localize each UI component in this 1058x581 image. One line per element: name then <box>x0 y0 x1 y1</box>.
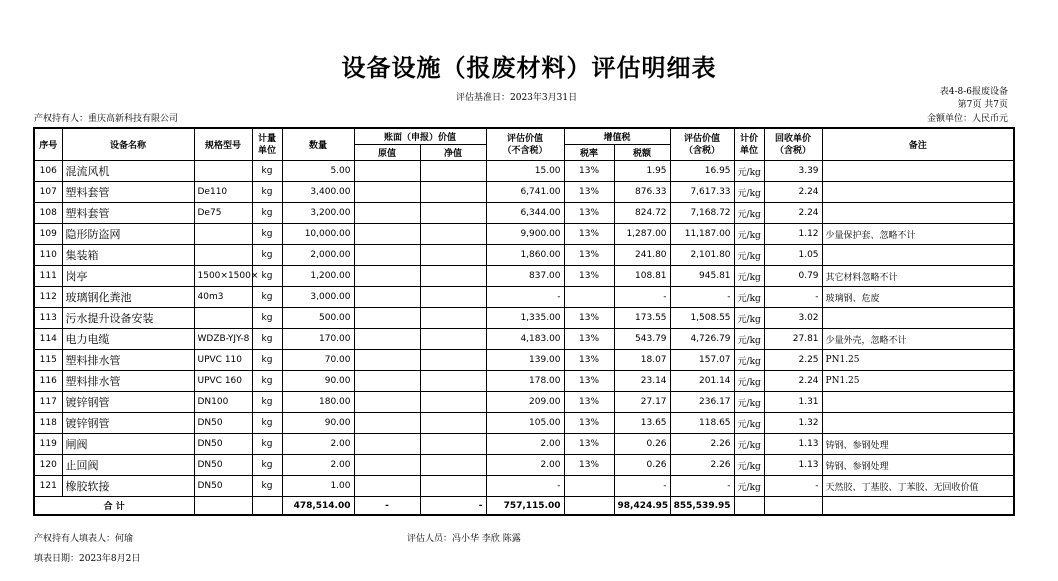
cell-unit: kg <box>252 224 282 245</box>
cell-eval-ex-tax: 15.00 <box>486 161 564 182</box>
cell-recycle-price: - <box>764 287 822 308</box>
cell-spec: DN50 <box>194 455 252 476</box>
cell-eval-inc-tax: 16.95 <box>670 161 734 182</box>
basis-date: 评估基准日：2023年3月31日 <box>456 93 578 103</box>
cell-net-value <box>420 455 486 476</box>
cell-qty: 10,000.00 <box>282 224 354 245</box>
cell-seq: 112 <box>34 287 62 308</box>
cell-unit: kg <box>252 476 282 497</box>
cell-price-unit: 元/kg <box>734 371 764 392</box>
cell-remark: 玻璃钢、危废 <box>822 287 1014 308</box>
cell-recycle-price: 3.02 <box>764 308 822 329</box>
cell-spec <box>194 245 252 266</box>
total-tax-rate <box>564 497 614 516</box>
cell-seq: 107 <box>34 182 62 203</box>
cell-remark: 铸钢、参钢处理 <box>822 434 1014 455</box>
cell-price-unit: 元/kg <box>734 329 764 350</box>
cell-seq: 114 <box>34 329 62 350</box>
cell-tax-amount: 13.65 <box>614 413 670 434</box>
cell-eval-ex-tax: 2.00 <box>486 455 564 476</box>
cell-eval-ex-tax: 209.00 <box>486 392 564 413</box>
cell-qty: 3,200.00 <box>282 203 354 224</box>
cell-qty: 2.00 <box>282 455 354 476</box>
cell-eval-ex-tax: 139.00 <box>486 350 564 371</box>
cell-tax-rate: 13% <box>564 245 614 266</box>
cell-spec: 1500×1500× <box>194 266 252 287</box>
header-name: 设备名称 <box>62 128 194 161</box>
header-price-unit: 计价 单位 <box>734 128 764 161</box>
cell-qty: 180.00 <box>282 392 354 413</box>
header-qty: 数量 <box>282 128 354 161</box>
cell-seq: 115 <box>34 350 62 371</box>
cell-spec: UPVC 110 <box>194 350 252 371</box>
cell-original-value <box>354 413 420 434</box>
cell-eval-inc-tax: 7,168.72 <box>670 203 734 224</box>
cell-original-value <box>354 203 420 224</box>
cell-tax-amount: 0.26 <box>614 434 670 455</box>
cell-recycle-price: 1.13 <box>764 455 822 476</box>
cell-seq: 113 <box>34 308 62 329</box>
table-row <box>34 371 1014 392</box>
table-row <box>34 455 1014 476</box>
cell-price-unit: 元/kg <box>734 161 764 182</box>
cell-price-unit: 元/kg <box>734 287 764 308</box>
cell-name: 隐形防盗网 <box>62 224 194 245</box>
cell-net-value <box>420 476 486 497</box>
cell-remark <box>822 182 1014 203</box>
cell-eval-ex-tax: 6,344.00 <box>486 203 564 224</box>
cell-qty: 2.00 <box>282 434 354 455</box>
cell-eval-inc-tax: 945.81 <box>670 266 734 287</box>
cell-name: 塑料排水管 <box>62 371 194 392</box>
total-label: 合 计 <box>34 497 194 516</box>
header-net-value: 净值 <box>420 145 486 161</box>
cell-qty: 90.00 <box>282 371 354 392</box>
table-row <box>34 329 1014 350</box>
cell-tax-amount: 543.79 <box>614 329 670 350</box>
header-spec: 规格型号 <box>194 128 252 161</box>
cell-spec <box>194 224 252 245</box>
cell-original-value <box>354 245 420 266</box>
cell-tax-amount: 27.17 <box>614 392 670 413</box>
total-recycle-price <box>764 497 822 516</box>
cell-tax-amount: 108.81 <box>614 266 670 287</box>
cell-unit: kg <box>252 182 282 203</box>
cell-eval-inc-tax: - <box>670 476 734 497</box>
total-net-value: - <box>420 497 486 516</box>
cell-seq: 118 <box>34 413 62 434</box>
cell-remark <box>822 203 1014 224</box>
table-row <box>34 266 1014 287</box>
total-tax-amount: 98,424.95 <box>614 497 670 516</box>
cell-unit: kg <box>252 203 282 224</box>
cell-eval-ex-tax: 1,335.00 <box>486 308 564 329</box>
header-seq: 序号 <box>34 128 62 161</box>
cell-net-value <box>420 308 486 329</box>
cell-net-value <box>420 371 486 392</box>
header-vat: 增值税 <box>564 128 670 145</box>
cell-eval-ex-tax: - <box>486 287 564 308</box>
cell-tax-amount: 0.26 <box>614 455 670 476</box>
cell-seq: 119 <box>34 434 62 455</box>
cell-eval-inc-tax: 4,726.79 <box>670 329 734 350</box>
cell-net-value <box>420 266 486 287</box>
cell-original-value <box>354 371 420 392</box>
cell-name: 混流风机 <box>62 161 194 182</box>
cell-net-value <box>420 392 486 413</box>
property-holder: 产权持有人：重庆高新科技有限公司 <box>34 114 179 124</box>
cell-spec: De110 <box>194 182 252 203</box>
cell-net-value <box>420 245 486 266</box>
cell-original-value <box>354 161 420 182</box>
total-unit <box>252 497 282 516</box>
cell-name: 塑料套管 <box>62 203 194 224</box>
cell-seq: 120 <box>34 455 62 476</box>
cell-net-value <box>420 224 486 245</box>
cell-price-unit: 元/kg <box>734 224 764 245</box>
cell-name: 闸阀 <box>62 434 194 455</box>
cell-tax-rate: 13% <box>564 266 614 287</box>
cell-eval-ex-tax: 6,741.00 <box>486 182 564 203</box>
cell-unit: kg <box>252 245 282 266</box>
cell-original-value <box>354 350 420 371</box>
cell-tax-rate: 13% <box>564 392 614 413</box>
header-tax-rate: 税率 <box>564 145 614 161</box>
cell-spec: UPVC 160 <box>194 371 252 392</box>
total-eval-ex-tax: 757,115.00 <box>486 497 564 516</box>
cell-remark: 铸钢、参钢处理 <box>822 455 1014 476</box>
cell-price-unit: 元/kg <box>734 434 764 455</box>
cell-name: 塑料套管 <box>62 182 194 203</box>
cell-tax-amount: 1.95 <box>614 161 670 182</box>
cell-eval-inc-tax: 2.26 <box>670 434 734 455</box>
header-original-value: 原值 <box>354 145 420 161</box>
cell-eval-ex-tax: 178.00 <box>486 371 564 392</box>
cell-unit: kg <box>252 308 282 329</box>
cell-original-value <box>354 476 420 497</box>
cell-tax-amount: 824.72 <box>614 203 670 224</box>
cell-spec: WDZB-YJY-8 <box>194 329 252 350</box>
cell-recycle-price: 0.79 <box>764 266 822 287</box>
cell-net-value <box>420 413 486 434</box>
cell-eval-inc-tax: 2.26 <box>670 455 734 476</box>
total-remark <box>822 497 1014 516</box>
cell-seq: 117 <box>34 392 62 413</box>
table-row <box>34 413 1014 434</box>
header-tax-amount: 税额 <box>614 145 670 161</box>
cell-price-unit: 元/kg <box>734 392 764 413</box>
cell-remark: 其它材料忽略不计 <box>822 266 1014 287</box>
cell-remark <box>822 245 1014 266</box>
table-row <box>34 476 1014 497</box>
cell-recycle-price: - <box>764 476 822 497</box>
cell-tax-rate: 13% <box>564 371 614 392</box>
cell-name: 塑料排水管 <box>62 350 194 371</box>
cell-eval-inc-tax: 201.14 <box>670 371 734 392</box>
cell-price-unit: 元/kg <box>734 245 764 266</box>
cell-tax-amount: 876.33 <box>614 182 670 203</box>
cell-spec <box>194 161 252 182</box>
cell-eval-ex-tax: 1,860.00 <box>486 245 564 266</box>
cell-original-value <box>354 224 420 245</box>
table-row <box>34 203 1014 224</box>
cell-price-unit: 元/kg <box>734 455 764 476</box>
cell-original-value <box>354 266 420 287</box>
cell-unit: kg <box>252 371 282 392</box>
cell-qty: 1,200.00 <box>282 266 354 287</box>
header-eval-ex-tax: 评估价值 （不含税） <box>486 128 564 161</box>
cell-name: 镀锌钢管 <box>62 413 194 434</box>
cell-spec: DN100 <box>194 392 252 413</box>
table-row <box>34 224 1014 245</box>
detail-table <box>33 127 1015 516</box>
cell-name: 岗亭 <box>62 266 194 287</box>
cell-remark <box>822 308 1014 329</box>
cell-original-value <box>354 308 420 329</box>
cell-recycle-price: 1.13 <box>764 434 822 455</box>
cell-remark: 少量保护套、忽略不计 <box>822 224 1014 245</box>
table-row <box>34 245 1014 266</box>
cell-qty: 5.00 <box>282 161 354 182</box>
header-recycle-price: 回收单价 （含税） <box>764 128 822 161</box>
table-code: 表4-8-6报废设备 <box>939 87 1008 97</box>
cell-net-value <box>420 329 486 350</box>
cell-unit: kg <box>252 266 282 287</box>
cell-recycle-price: 2.24 <box>764 371 822 392</box>
cell-eval-inc-tax: - <box>670 287 734 308</box>
cell-name: 电力电缆 <box>62 329 194 350</box>
cell-qty: 170.00 <box>282 329 354 350</box>
cell-eval-inc-tax: 11,187.00 <box>670 224 734 245</box>
cell-price-unit: 元/kg <box>734 266 764 287</box>
cell-remark <box>822 161 1014 182</box>
cell-tax-amount: 1,287.00 <box>614 224 670 245</box>
cell-eval-inc-tax: 1,508.55 <box>670 308 734 329</box>
cell-name: 止回阀 <box>62 455 194 476</box>
cell-seq: 116 <box>34 371 62 392</box>
cell-recycle-price: 2.25 <box>764 350 822 371</box>
cell-eval-ex-tax: 837.00 <box>486 266 564 287</box>
cell-remark <box>822 413 1014 434</box>
cell-tax-rate: 13% <box>564 455 614 476</box>
total-row <box>34 497 1014 516</box>
cell-net-value <box>420 161 486 182</box>
evaluators: 评估人员：冯小华 李欣 陈露 <box>407 534 521 544</box>
cell-remark: 天然胶、丁基胶、丁苯胶、无回收价值 <box>822 476 1014 497</box>
cell-recycle-price: 1.31 <box>764 392 822 413</box>
cell-tax-amount: 18.07 <box>614 350 670 371</box>
cell-tax-amount: - <box>614 287 670 308</box>
cell-eval-ex-tax: - <box>486 476 564 497</box>
header-unit: 计量 单位 <box>252 128 282 161</box>
cell-name: 橡胶软接 <box>62 476 194 497</box>
cell-price-unit: 元/kg <box>734 350 764 371</box>
cell-spec: DN50 <box>194 476 252 497</box>
fill-date: 填表日期：2023年8月2日 <box>34 554 141 564</box>
cell-seq: 121 <box>34 476 62 497</box>
cell-seq: 108 <box>34 203 62 224</box>
cell-qty: 1.00 <box>282 476 354 497</box>
cell-eval-ex-tax: 9,900.00 <box>486 224 564 245</box>
cell-eval-inc-tax: 2,101.80 <box>670 245 734 266</box>
cell-net-value <box>420 182 486 203</box>
cell-spec: DN50 <box>194 434 252 455</box>
page-info: 第7页 共7页 <box>957 100 1008 110</box>
cell-net-value <box>420 203 486 224</box>
cell-price-unit: 元/kg <box>734 413 764 434</box>
total-eval-inc-tax: 855,539.95 <box>670 497 734 516</box>
cell-tax-rate: 13% <box>564 329 614 350</box>
cell-seq: 106 <box>34 161 62 182</box>
table-row <box>34 434 1014 455</box>
header-eval-inc-tax: 评估价值 （含税） <box>670 128 734 161</box>
cell-name: 镀锌钢管 <box>62 392 194 413</box>
header-book-value: 账面（申报）价值 <box>354 128 486 145</box>
cell-eval-inc-tax: 236.17 <box>670 392 734 413</box>
cell-price-unit: 元/kg <box>734 308 764 329</box>
cell-recycle-price: 2.24 <box>764 182 822 203</box>
table-row <box>34 308 1014 329</box>
table-row <box>34 161 1014 182</box>
header-remark: 备注 <box>822 128 1014 161</box>
cell-net-value <box>420 350 486 371</box>
cell-price-unit: 元/kg <box>734 203 764 224</box>
cell-qty: 70.00 <box>282 350 354 371</box>
cell-spec: 40m3 <box>194 287 252 308</box>
cell-tax-rate: 13% <box>564 413 614 434</box>
cell-unit: kg <box>252 413 282 434</box>
cell-tax-rate <box>564 476 614 497</box>
cell-spec: DN50 <box>194 413 252 434</box>
cell-qty: 90.00 <box>282 413 354 434</box>
cell-recycle-price: 27.81 <box>764 329 822 350</box>
cell-eval-inc-tax: 157.07 <box>670 350 734 371</box>
cell-original-value <box>354 182 420 203</box>
cell-recycle-price: 3.39 <box>764 161 822 182</box>
cell-tax-amount: - <box>614 476 670 497</box>
cell-eval-inc-tax: 7,617.33 <box>670 182 734 203</box>
cell-tax-rate: 13% <box>564 308 614 329</box>
cell-remark: PN1.25 <box>822 350 1014 371</box>
cell-seq: 109 <box>34 224 62 245</box>
cell-tax-rate: 13% <box>564 182 614 203</box>
cell-tax-rate <box>564 287 614 308</box>
cell-unit: kg <box>252 434 282 455</box>
table-row <box>34 182 1014 203</box>
cell-unit: kg <box>252 329 282 350</box>
currency-unit: 金额单位：人民币元 <box>926 114 1008 124</box>
filler: 产权持有人填表人：何瑜 <box>34 534 134 544</box>
cell-eval-ex-tax: 105.00 <box>486 413 564 434</box>
cell-recycle-price: 1.32 <box>764 413 822 434</box>
cell-spec <box>194 308 252 329</box>
cell-original-value <box>354 287 420 308</box>
cell-remark: PN1.25 <box>822 371 1014 392</box>
cell-price-unit: 元/kg <box>734 476 764 497</box>
table-row <box>34 392 1014 413</box>
cell-unit: kg <box>252 350 282 371</box>
cell-remark <box>822 392 1014 413</box>
cell-tax-rate: 13% <box>564 161 614 182</box>
cell-tax-rate: 13% <box>564 434 614 455</box>
cell-original-value <box>354 329 420 350</box>
cell-original-value <box>354 392 420 413</box>
cell-name: 玻璃钢化粪池 <box>62 287 194 308</box>
cell-recycle-price: 1.05 <box>764 245 822 266</box>
cell-qty: 3,400.00 <box>282 182 354 203</box>
cell-seq: 110 <box>34 245 62 266</box>
total-qty: 478,514.00 <box>282 497 354 516</box>
table-row <box>34 350 1014 371</box>
cell-unit: kg <box>252 455 282 476</box>
cell-qty: 500.00 <box>282 308 354 329</box>
cell-tax-rate: 13% <box>564 203 614 224</box>
cell-original-value <box>354 455 420 476</box>
cell-recycle-price: 1.12 <box>764 224 822 245</box>
total-original-value: - <box>354 497 420 516</box>
cell-eval-inc-tax: 118.65 <box>670 413 734 434</box>
cell-price-unit: 元/kg <box>734 182 764 203</box>
cell-eval-ex-tax: 4,183.00 <box>486 329 564 350</box>
cell-tax-rate: 13% <box>564 224 614 245</box>
cell-qty: 3,000.00 <box>282 287 354 308</box>
cell-eval-ex-tax: 2.00 <box>486 434 564 455</box>
cell-unit: kg <box>252 392 282 413</box>
cell-qty: 2,000.00 <box>282 245 354 266</box>
cell-name: 污水提升设备安装 <box>62 308 194 329</box>
cell-net-value <box>420 434 486 455</box>
total-spec <box>194 497 252 516</box>
cell-recycle-price: 2.24 <box>764 203 822 224</box>
cell-unit: kg <box>252 287 282 308</box>
cell-original-value <box>354 434 420 455</box>
cell-tax-amount: 173.55 <box>614 308 670 329</box>
total-price-unit <box>734 497 764 516</box>
cell-unit: kg <box>252 161 282 182</box>
cell-remark: 少量外壳，忽略不计 <box>822 329 1014 350</box>
cell-tax-amount: 241.80 <box>614 245 670 266</box>
cell-tax-amount: 23.14 <box>614 371 670 392</box>
cell-spec: De75 <box>194 203 252 224</box>
cell-tax-rate: 13% <box>564 350 614 371</box>
cell-seq: 111 <box>34 266 62 287</box>
table-row <box>34 287 1014 308</box>
cell-net-value <box>420 287 486 308</box>
page-title: 设备设施（报废材料）评估明细表 <box>341 53 717 82</box>
cell-name: 集装箱 <box>62 245 194 266</box>
